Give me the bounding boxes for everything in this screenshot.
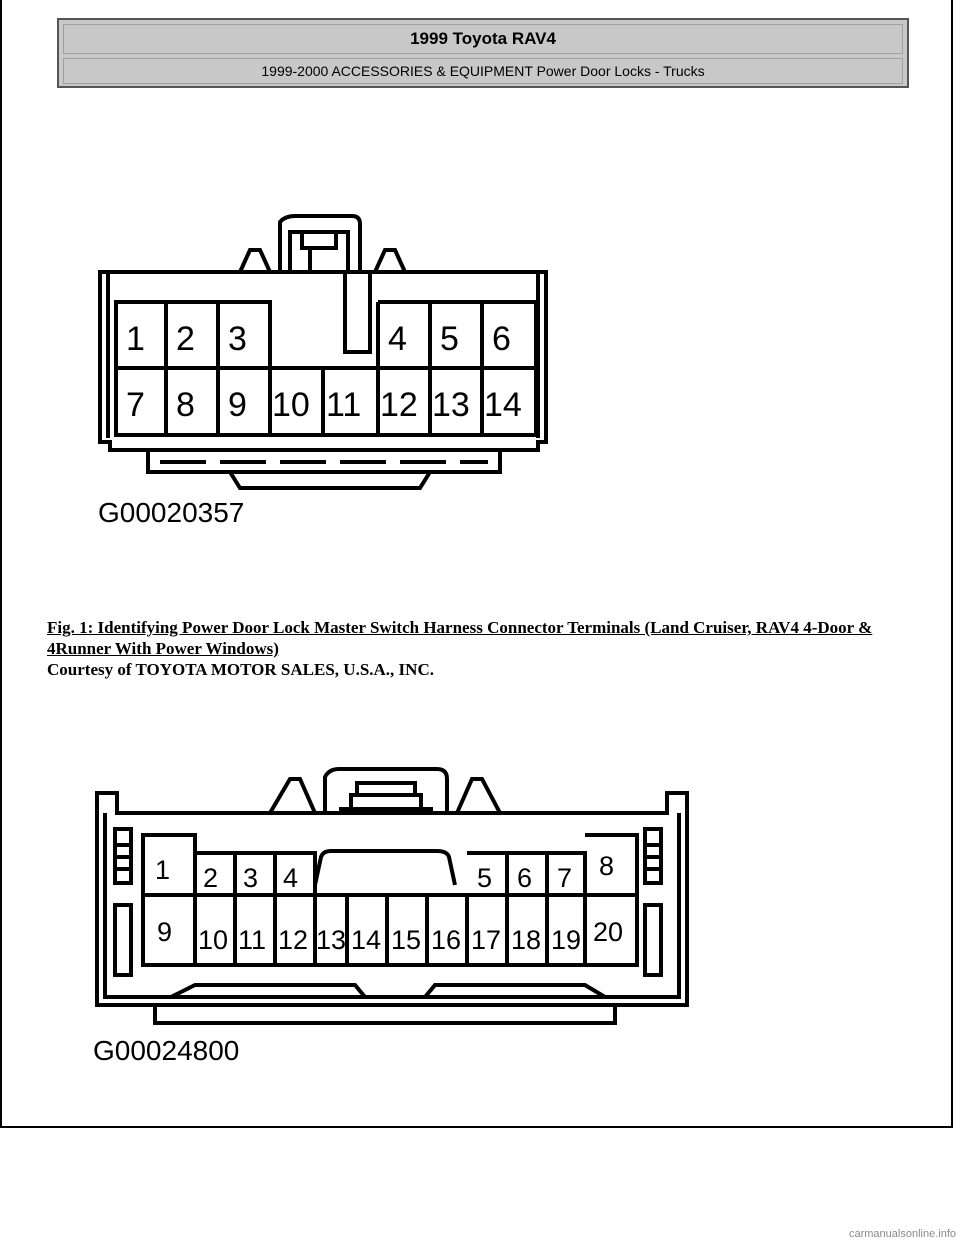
terminal-15: 15 <box>391 925 422 955</box>
terminal-4: 4 <box>388 320 407 358</box>
terminal-14: 14 <box>351 925 382 955</box>
terminal-12: 12 <box>380 386 418 424</box>
document-header <box>57 18 909 88</box>
terminal-18: 18 <box>511 925 542 955</box>
terminal-16: 16 <box>431 925 462 955</box>
terminal-11: 11 <box>238 925 267 955</box>
terminal-5: 5 <box>477 863 493 893</box>
watermark: carmanualsonline.info <box>848 1228 956 1240</box>
figure-caption <box>47 617 917 680</box>
terminal-8: 8 <box>599 851 615 881</box>
document-title: 1999 Toyota RAV4 <box>63 24 903 54</box>
terminal-9: 9 <box>157 917 173 947</box>
terminal-6: 6 <box>517 863 533 893</box>
terminal-13: 13 <box>316 925 347 955</box>
terminal-1: 1 <box>126 320 145 358</box>
terminal-2: 2 <box>203 863 219 893</box>
terminal-8: 8 <box>176 386 195 424</box>
terminal-10: 10 <box>272 386 310 424</box>
terminal-14: 14 <box>484 386 522 424</box>
terminal-9: 9 <box>228 386 247 424</box>
terminal-6: 6 <box>492 320 511 358</box>
terminal-4: 4 <box>283 863 299 893</box>
terminal-17: 17 <box>471 925 502 955</box>
terminal-3: 3 <box>243 863 259 893</box>
terminal-20: 20 <box>593 917 624 947</box>
connector-diagram-14-pin <box>90 210 560 530</box>
figure-id-label: G00020357 <box>98 497 245 528</box>
terminal-2: 2 <box>176 320 195 358</box>
terminal-10: 10 <box>198 925 229 955</box>
terminal-13: 13 <box>432 386 470 424</box>
document-subtitle: 1999-2000 ACCESSORIES & EQUIPMENT Power Door Locks - Trucks <box>63 58 903 84</box>
terminal-5: 5 <box>440 320 459 358</box>
terminal-19: 19 <box>551 925 582 955</box>
terminal-1: 1 <box>155 855 171 885</box>
terminal-7: 7 <box>557 863 573 893</box>
terminal-12: 12 <box>278 925 309 955</box>
terminal-11: 11 <box>326 386 362 424</box>
figure-caption-courtesy: Courtesy of TOYOTA MOTOR SALES, U.S.A., INC. <box>47 660 434 679</box>
figure-id-label: G00024800 <box>93 1035 240 1065</box>
terminal-3: 3 <box>228 320 247 358</box>
figure-caption-title: Fig. 1: Identifying Power Door Lock Master Switch Harness Connector Terminals (Land Cruiser, RAV4 4-Door & 4Runner With Power Windows) <box>47 618 873 658</box>
connector-diagram-20-pin <box>85 765 705 1065</box>
terminal-7: 7 <box>126 386 145 424</box>
